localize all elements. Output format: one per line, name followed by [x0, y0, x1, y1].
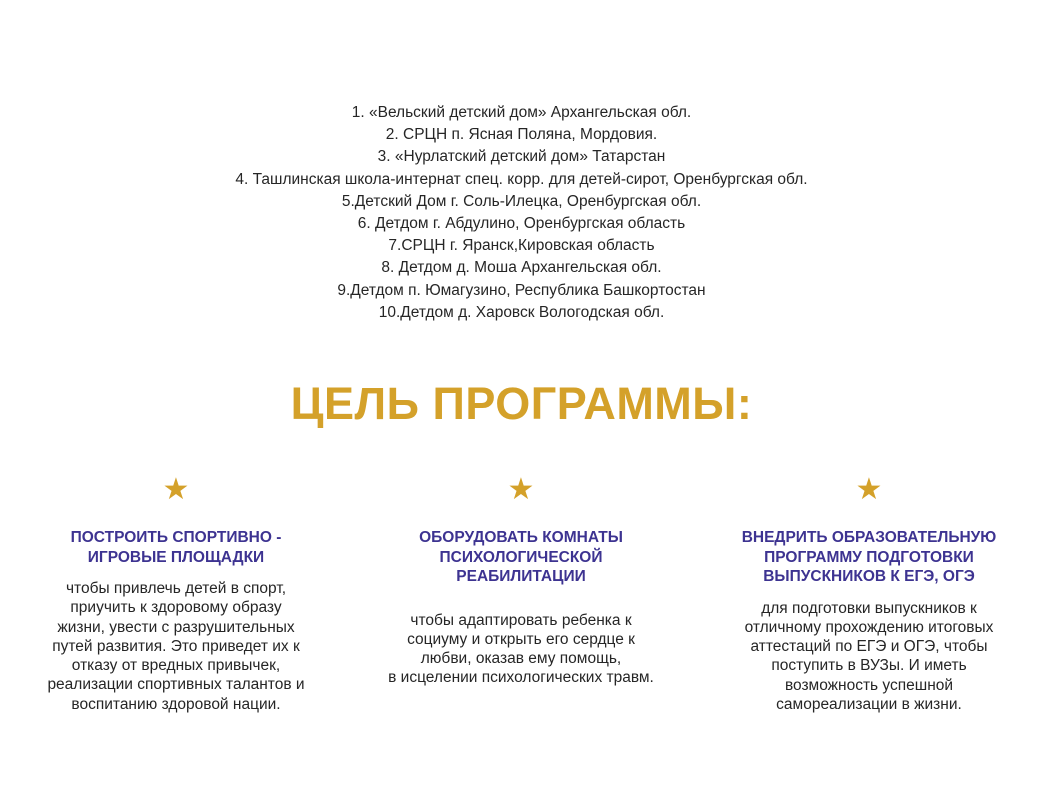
goal-description-line: в исцелении психологических травм.	[388, 669, 654, 687]
goal-description-line: путей развития. Это приведет их к	[52, 637, 300, 655]
orphanage-list	[0, 102, 1043, 324]
program-goal-title: ЦЕЛЬ ПРОГРАММЫ:	[290, 378, 753, 429]
goal-description	[370, 611, 672, 688]
list-item: 9.Детдом п. Юмагузино, Республика Башкортостан	[337, 281, 706, 299]
goal-column-sports	[26, 474, 326, 714]
goal-description-line: самореализации в жизни.	[776, 695, 962, 713]
list-item: 3. «Нурлатский детский дом» Татарстан	[377, 148, 666, 166]
goal-description-line: приучить к здоровому образу	[70, 599, 282, 617]
goal-description-line: реализации спортивных талантов и	[47, 676, 305, 694]
goal-description-line: любви, оказав ему помощь,	[420, 650, 622, 668]
goal-description-line: воспитанию здоровой нации.	[71, 695, 281, 713]
goal-heading-line: ИГРОВЫЕ ПЛОЩАДКИ	[87, 548, 265, 566]
goal-description-line: отказу от вредных привычек,	[71, 657, 281, 675]
star-icon: ★	[855, 472, 883, 507]
goal-description-line: возможность успешной	[784, 676, 954, 694]
goal-heading-line: ОБОРУДОВАТЬ КОМНАТЫ	[419, 529, 623, 546]
list-item: 4. Ташлинская школа-интернат спец. корр. для детей-сирот, Оренбургская обл.	[235, 170, 808, 188]
goal-heading	[718, 528, 1020, 587]
star-icon: ★	[507, 472, 535, 507]
list-item: 1. «Вельский детский дом» Архангельская обл.	[351, 104, 692, 121]
goal-description-line: социуму и открыть его сердце к	[407, 630, 635, 648]
list-item: 5.Детский Дом г. Соль-Илецка, Оренбургская обл.	[341, 192, 702, 210]
list-item: 8. Детдом д. Моша Архангельская обл.	[381, 259, 662, 277]
goal-heading-line: РЕАБИЛИТАЦИИ	[456, 568, 586, 585]
goal-description-line: поступить в ВУЗы. И иметь	[771, 657, 967, 675]
list-item: 2. СРЦН п. Ясная Поляна, Мордовия.	[385, 126, 658, 144]
goal-description-line: аттестаций по ЕГЭ и ОГЭ, чтобы	[750, 638, 988, 656]
goal-heading-line: ПРОГРАММУ ПОДГОТОВКИ	[764, 548, 974, 566]
goal-description-line: жизни, увести с разрушительных	[57, 618, 295, 636]
goal-description-line: чтобы привлечь детей в спорт,	[65, 580, 287, 597]
goal-heading-line: ПСИХОЛОГИЧЕСКОЙ	[439, 548, 603, 566]
goal-description	[718, 599, 1020, 715]
goal-column-education	[718, 474, 1020, 714]
list-item: 7.СРЦН г. Яранск,Кировская область	[388, 237, 655, 255]
goal-heading-line: ВНЕДРИТЬ ОБРАЗОВАТЕЛЬНУЮ	[741, 529, 997, 546]
goal-description-line: чтобы адаптировать ребенка к	[410, 611, 632, 629]
star-icon: ★	[162, 472, 190, 507]
goal-description	[26, 579, 326, 714]
list-item: 6. Детдом г. Абдулино, Оренбургская область	[357, 215, 686, 233]
goal-description-line: для подготовки выпускников к	[761, 599, 977, 617]
goal-heading-line: ВЫПУСКНИКОВ К ЕГЭ, ОГЭ	[763, 568, 975, 585]
goal-heading-line: ПОСТРОИТЬ СПОРТИВНО -	[70, 529, 282, 546]
goal-heading	[370, 528, 672, 587]
goal-column-rehabilitation	[370, 474, 672, 688]
goal-heading	[26, 528, 326, 567]
goal-description-line: отличному прохождению итоговых	[744, 618, 994, 636]
list-item: 10.Детдом д. Харовск Вологодская обл.	[378, 303, 665, 321]
